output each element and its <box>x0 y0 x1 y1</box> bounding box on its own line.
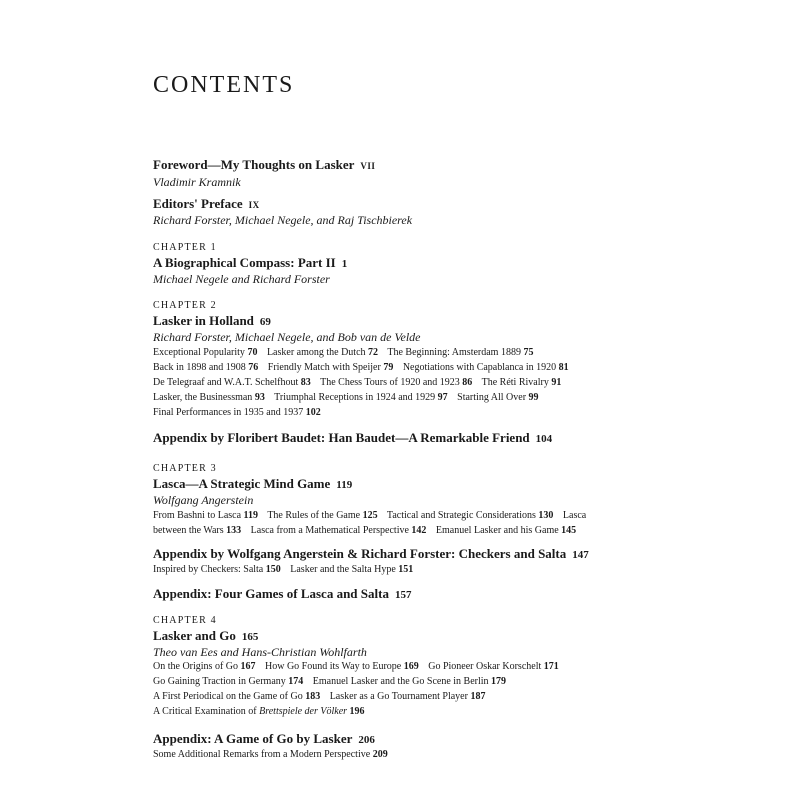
chapter-4-title: Lasker and Go <box>153 628 236 643</box>
toc-entry[interactable]: Back in 1898 and 1908 76 <box>153 362 259 373</box>
foreword-title: Foreword—My Thoughts on Lasker <box>153 157 355 172</box>
preface-title: Editors' Preface <box>153 196 243 211</box>
toc-entry[interactable]: Starting All Over 99 <box>457 392 539 403</box>
chapter-2-appendix[interactable] <box>153 430 552 447</box>
toc-line <box>153 376 561 390</box>
toc-entry[interactable]: Friendly Match with Speijer 79 <box>267 362 394 373</box>
toc-entry[interactable]: Inspired by Checkers: Salta 150 <box>153 564 281 575</box>
chapter-4-page: 165 <box>241 631 259 643</box>
appendix-title: Appendix by Floribert Baudet: Han Baudet—A Remarkable Friend <box>153 430 530 445</box>
toc-entry[interactable]: Final Performances in 1935 and 1937 102 <box>153 407 321 418</box>
preface-author: Richard Forster, Michael Negele, and Raj Tischbierek <box>153 213 413 227</box>
toc-line <box>153 660 559 674</box>
toc-entry[interactable]: A Critical Examination of Brettspiele der Völker 196 <box>153 706 365 717</box>
toc-line <box>153 361 569 375</box>
toc-entry[interactable]: A First Periodical on the Game of Go 183 <box>153 691 321 702</box>
toc-line <box>153 524 576 538</box>
appendix-title: Appendix: Four Games of Lasca and Salta <box>153 586 389 601</box>
chapter-2-title: Lasker in Holland <box>153 313 254 328</box>
toc-line <box>153 509 586 523</box>
toc-entry[interactable]: Lasker and the Salta Hype 151 <box>290 564 414 575</box>
chapter-1-page: 1 <box>341 258 348 270</box>
toc-entry[interactable]: Emanuel Lasker and his Game 145 <box>435 525 577 536</box>
chapter-2-author: Richard Forster, Michael Negele, and Bob van de Velde <box>153 330 421 344</box>
toc-line <box>153 705 365 719</box>
chapter-4-heading[interactable] <box>153 628 258 645</box>
toc-entry[interactable]: Go Pioneer Oskar Korschelt 171 <box>428 661 559 672</box>
toc-entry[interactable]: Triumphal Receptions in 1924 and 1929 97 <box>274 392 448 403</box>
appendix-page: 157 <box>394 589 412 601</box>
toc-line <box>153 690 485 704</box>
preface-page: IX <box>248 200 260 210</box>
chapter-2-label: CHAPTER 2 <box>153 300 217 311</box>
toc-line <box>153 563 413 577</box>
chapter-3-title: Lasca—A Strategic Mind Game <box>153 476 331 491</box>
chapter-2-heading[interactable] <box>153 313 271 330</box>
preface-heading[interactable] <box>153 196 260 213</box>
toc-entry[interactable]: Lasker, the Businessman 93 <box>153 392 265 403</box>
toc-entry[interactable]: From Bashni to Lasca 119 <box>153 510 258 521</box>
toc-line <box>153 406 321 420</box>
chapter-4-author: Theo van Ees and Hans-Christian Wohlfarth <box>153 645 367 659</box>
appendix-page: 147 <box>572 549 589 561</box>
chapter-3-label: CHAPTER 3 <box>153 463 217 474</box>
toc-entry[interactable]: Lasca from a Mathematical Perspective 142 <box>250 525 427 536</box>
toc-line <box>153 748 388 762</box>
toc-line <box>153 675 506 689</box>
toc-entry[interactable]: Emanuel Lasker and the Go Scene in Berlin 179 <box>312 676 507 687</box>
toc-entry[interactable]: Lasker as a Go Tournament Player 187 <box>329 691 486 702</box>
page-title: CONTENTS <box>153 72 295 98</box>
foreword-page: VII <box>360 161 376 171</box>
toc-entry[interactable]: Lasker among the Dutch 72 <box>266 347 379 358</box>
chapter-3-page: 119 <box>336 479 353 491</box>
toc-entry[interactable]: Lasca <box>562 510 587 521</box>
toc-entry[interactable]: Go Gaining Traction in Germany 174 <box>153 676 304 687</box>
toc-entry[interactable]: Tactical and Strategic Considerations 130 <box>386 510 554 521</box>
chapter-3-appendix-2[interactable] <box>153 586 411 603</box>
toc-entry[interactable]: Negotiations with Capablanca in 1920 81 <box>402 362 569 373</box>
chapter-3-appendix-1[interactable] <box>153 546 589 563</box>
toc-line <box>153 391 539 405</box>
chapter-1-author: Michael Negele and Richard Forster <box>153 272 330 286</box>
appendix-page: 206 <box>358 734 375 746</box>
toc-entry[interactable]: between the Wars 133 <box>153 525 242 536</box>
toc-entry[interactable]: The Réti Rivalry 91 <box>481 377 562 388</box>
toc-entry[interactable]: How Go Found its Way to Europe 169 <box>265 661 419 672</box>
chapter-3-author: Wolfgang Angerstein <box>153 493 254 507</box>
chapter-1-heading[interactable] <box>153 255 347 272</box>
toc-line <box>153 346 533 360</box>
chapter-2-page: 69 <box>259 316 271 328</box>
toc-entry[interactable]: Exceptional Popularity 70 <box>153 347 258 358</box>
toc-entry[interactable]: On the Origins of Go 167 <box>153 661 256 672</box>
foreword-heading[interactable] <box>153 157 375 174</box>
foreword-author: Vladimir Kramnik <box>153 175 241 189</box>
chapter-3-heading[interactable] <box>153 476 352 493</box>
toc-entry[interactable]: Some Additional Remarks from a Modern Perspective 209 <box>153 749 388 760</box>
toc-entry[interactable]: The Beginning: Amsterdam 1889 75 <box>387 347 534 358</box>
chapter-4-label: CHAPTER 4 <box>153 615 217 626</box>
appendix-title: Appendix: A Game of Go by Lasker <box>153 731 353 746</box>
toc-entry[interactable]: De Telegraaf and W.A.T. Schelfhout 83 <box>153 377 311 388</box>
chapter-1-label: CHAPTER 1 <box>153 242 217 253</box>
toc-entry[interactable]: The Chess Tours of 1920 and 1923 86 <box>320 377 473 388</box>
appendix-page: 104 <box>535 433 553 445</box>
appendix-title: Appendix by Wolfgang Angerstein & Richard Forster: Checkers and Salta <box>153 546 567 561</box>
chapter-4-appendix[interactable] <box>153 731 375 748</box>
toc-entry[interactable]: The Rules of the Game 125 <box>267 510 378 521</box>
chapter-1-title: A Biographical Compass: Part II <box>153 255 336 270</box>
